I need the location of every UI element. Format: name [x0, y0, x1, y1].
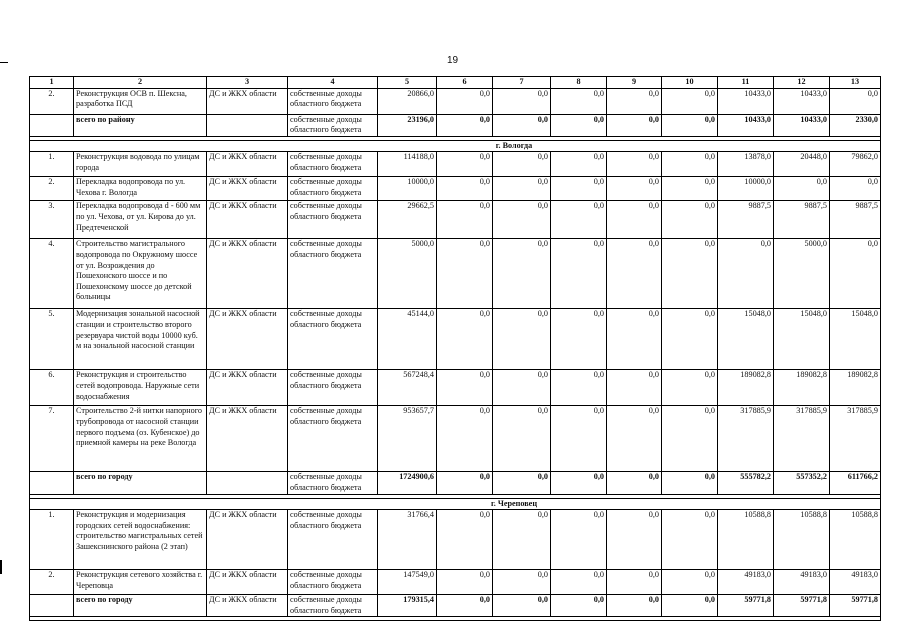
column-number-header: 3	[207, 77, 288, 89]
year-col-10: 0,0	[662, 472, 718, 494]
object-name: Реконструкция ОСВ п. Шексна, разработка ПСД	[74, 88, 207, 114]
year-col-10: 0,0	[662, 510, 718, 570]
year-col-12: 0,0	[774, 177, 830, 201]
funding-source: собственные доходы областного бюджета	[288, 370, 378, 406]
year-col-8: 0,0	[551, 406, 607, 472]
year-col-11: 9887,5	[718, 201, 774, 239]
funding-source: собственные доходы областного бюджета	[288, 152, 378, 177]
total-row	[30, 595, 881, 617]
year-col-7: 0,0	[493, 152, 551, 177]
year-col-12: 10433,0	[774, 88, 830, 114]
row-index: 2.	[30, 570, 74, 595]
year-col-9: 0,0	[607, 114, 662, 136]
row-index: 4.	[30, 239, 74, 309]
year-col-8: 0,0	[551, 472, 607, 494]
funding-source: собственные доходы областного бюджета	[288, 472, 378, 494]
funding-source: собственные доходы областного бюджета	[288, 595, 378, 617]
year-col-6: 0,0	[437, 88, 493, 114]
total-amount: 953657,7	[378, 406, 437, 472]
table-row	[30, 152, 881, 177]
year-col-8: 0,0	[551, 201, 607, 239]
year-col-13: 189082,8	[830, 370, 881, 406]
total-amount: 179315,4	[378, 595, 437, 617]
year-col-7: 0,0	[493, 510, 551, 570]
year-col-8: 0,0	[551, 152, 607, 177]
year-col-13: 317885,9	[830, 406, 881, 472]
row-index: 2.	[30, 88, 74, 114]
object-name: Реконструкция водовода по улицам города	[74, 152, 207, 177]
row-index	[30, 595, 74, 617]
year-col-6: 0,0	[437, 114, 493, 136]
year-col-12: 9887,5	[774, 201, 830, 239]
column-number-header: 13	[830, 77, 881, 89]
table-row	[30, 239, 881, 309]
section-header-row	[30, 140, 881, 152]
year-col-6: 0,0	[437, 177, 493, 201]
column-number-header: 5	[378, 77, 437, 89]
year-col-6: 0,0	[437, 472, 493, 494]
year-col-9: 0,0	[607, 406, 662, 472]
year-col-8: 0,0	[551, 88, 607, 114]
year-col-13: 10588,8	[830, 510, 881, 570]
table-row	[30, 201, 881, 239]
year-col-8: 0,0	[551, 239, 607, 309]
executor	[207, 472, 288, 494]
object-name: Реконструкция сетевого хозяйства г. Череповца	[74, 570, 207, 595]
year-col-9: 0,0	[607, 595, 662, 617]
year-col-9: 0,0	[607, 472, 662, 494]
funding-source: собственные доходы областного бюджета	[288, 309, 378, 370]
funding-source: собственные доходы областного бюджета	[288, 201, 378, 239]
year-col-7: 0,0	[493, 88, 551, 114]
spacer-row	[30, 617, 881, 621]
funding-source: собственные доходы областного бюджета	[288, 406, 378, 472]
total-amount: 114188,0	[378, 152, 437, 177]
year-col-13: 59771,8	[830, 595, 881, 617]
executor: ДС и ЖКХ области	[207, 309, 288, 370]
total-amount: 23196,0	[378, 114, 437, 136]
year-col-7: 0,0	[493, 114, 551, 136]
year-col-11: 0,0	[718, 239, 774, 309]
row-index: 1.	[30, 152, 74, 177]
row-index	[30, 472, 74, 494]
year-col-6: 0,0	[437, 510, 493, 570]
column-number-header: 8	[551, 77, 607, 89]
year-col-6: 0,0	[437, 309, 493, 370]
year-col-8: 0,0	[551, 370, 607, 406]
executor: ДС и ЖКХ области	[207, 88, 288, 114]
year-col-12: 317885,9	[774, 406, 830, 472]
total-amount: 31766,4	[378, 510, 437, 570]
total-amount: 567248,4	[378, 370, 437, 406]
year-col-10: 0,0	[662, 201, 718, 239]
section-title: г. Вологда	[30, 140, 881, 152]
year-col-8: 0,0	[551, 570, 607, 595]
year-col-11: 10433,0	[718, 88, 774, 114]
year-col-6: 0,0	[437, 406, 493, 472]
year-col-9: 0,0	[607, 370, 662, 406]
row-index: 5.	[30, 309, 74, 370]
year-col-9: 0,0	[607, 88, 662, 114]
year-col-9: 0,0	[607, 309, 662, 370]
year-col-9: 0,0	[607, 570, 662, 595]
year-col-13: 611766,2	[830, 472, 881, 494]
year-col-12: 189082,8	[774, 370, 830, 406]
object-name: всего по городу	[74, 472, 207, 494]
total-row	[30, 114, 881, 136]
year-col-9: 0,0	[607, 152, 662, 177]
object-name: Модернизация зональной насосной станции и строительство второго резервуара чистой воды 10000 куб. м на зональной насосной станции	[74, 309, 207, 370]
year-col-7: 0,0	[493, 177, 551, 201]
total-row	[30, 472, 881, 494]
object-name: Реконструкция и строительство сетей водопровода. Наружные сети водоснабжения	[74, 370, 207, 406]
year-col-7: 0,0	[493, 570, 551, 595]
year-col-6: 0,0	[437, 595, 493, 617]
section-header-row	[30, 498, 881, 510]
year-col-10: 0,0	[662, 152, 718, 177]
object-name: Строительство магистрального водопровода по Окружному шоссе от ул. Возрождения до Пошехонского шоссе и по Пошехонскому шоссе до детской больницы	[74, 239, 207, 309]
executor: ДС и ЖКХ области	[207, 201, 288, 239]
column-number-header: 4	[288, 77, 378, 89]
year-col-6: 0,0	[437, 239, 493, 309]
year-col-13: 0,0	[830, 177, 881, 201]
row-index	[30, 114, 74, 136]
total-amount: 10000,0	[378, 177, 437, 201]
total-amount: 5000,0	[378, 239, 437, 309]
executor: ДС и ЖКХ области	[207, 370, 288, 406]
year-col-6: 0,0	[437, 152, 493, 177]
year-col-13: 9887,5	[830, 201, 881, 239]
executor: ДС и ЖКХ области	[207, 595, 288, 617]
year-col-7: 0,0	[493, 370, 551, 406]
year-col-12: 59771,8	[774, 595, 830, 617]
year-col-11: 59771,8	[718, 595, 774, 617]
table-row	[30, 570, 881, 595]
year-col-8: 0,0	[551, 177, 607, 201]
total-amount: 147549,0	[378, 570, 437, 595]
year-col-7: 0,0	[493, 239, 551, 309]
table-row	[30, 309, 881, 370]
column-number-header: 9	[607, 77, 662, 89]
column-number-header: 1	[30, 77, 74, 89]
object-name: всего по району	[74, 114, 207, 136]
budget-table	[29, 76, 881, 621]
column-number-header: 11	[718, 77, 774, 89]
year-col-9: 0,0	[607, 201, 662, 239]
column-number-header: 2	[74, 77, 207, 89]
funding-source: собственные доходы областного бюджета	[288, 88, 378, 114]
column-number-header: 12	[774, 77, 830, 89]
page-number: 19	[446, 55, 459, 66]
year-col-10: 0,0	[662, 370, 718, 406]
year-col-9: 0,0	[607, 239, 662, 309]
year-col-7: 0,0	[493, 201, 551, 239]
year-col-7: 0,0	[493, 406, 551, 472]
year-col-7: 0,0	[493, 472, 551, 494]
year-col-8: 0,0	[551, 114, 607, 136]
executor: ДС и ЖКХ области	[207, 152, 288, 177]
object-name: Строительство 2-й нитки напорного трубопровода от насосной станции первого подъема (оз. Кубенское) до приемной камеры на реке Вологда	[74, 406, 207, 472]
year-col-9: 0,0	[607, 510, 662, 570]
year-col-8: 0,0	[551, 309, 607, 370]
year-col-13: 0,0	[830, 88, 881, 114]
year-col-12: 20448,0	[774, 152, 830, 177]
year-col-13: 15048,0	[830, 309, 881, 370]
year-col-11: 317885,9	[718, 406, 774, 472]
year-col-10: 0,0	[662, 114, 718, 136]
executor: ДС и ЖКХ области	[207, 239, 288, 309]
year-col-11: 49183,0	[718, 570, 774, 595]
year-col-11: 189082,8	[718, 370, 774, 406]
year-col-12: 49183,0	[774, 570, 830, 595]
year-col-8: 0,0	[551, 595, 607, 617]
year-col-7: 0,0	[493, 309, 551, 370]
year-col-10: 0,0	[662, 570, 718, 595]
left-edge-mark	[0, 560, 2, 574]
row-index: 6.	[30, 370, 74, 406]
year-col-10: 0,0	[662, 239, 718, 309]
table-row	[30, 88, 881, 114]
year-col-6: 0,0	[437, 570, 493, 595]
total-amount: 20866,0	[378, 88, 437, 114]
year-col-13: 49183,0	[830, 570, 881, 595]
year-col-13: 79862,0	[830, 152, 881, 177]
table-row	[30, 177, 881, 201]
year-col-11: 15048,0	[718, 309, 774, 370]
year-col-9: 0,0	[607, 177, 662, 201]
year-col-11: 10433,0	[718, 114, 774, 136]
executor: ДС и ЖКХ области	[207, 406, 288, 472]
left-edge-mark	[0, 62, 8, 63]
year-col-10: 0,0	[662, 88, 718, 114]
year-col-10: 0,0	[662, 309, 718, 370]
table-row	[30, 406, 881, 472]
executor: ДС и ЖКХ области	[207, 177, 288, 201]
executor: ДС и ЖКХ области	[207, 570, 288, 595]
object-name: всего по городу	[74, 595, 207, 617]
funding-source: собственные доходы областного бюджета	[288, 239, 378, 309]
year-col-12: 5000,0	[774, 239, 830, 309]
year-col-10: 0,0	[662, 177, 718, 201]
year-col-11: 10588,8	[718, 510, 774, 570]
object-name: Перекладка водопровода по ул. Чехова г. Вологда	[74, 177, 207, 201]
executor: ДС и ЖКХ области	[207, 510, 288, 570]
year-col-10: 0,0	[662, 406, 718, 472]
year-col-12: 15048,0	[774, 309, 830, 370]
header-row	[30, 77, 881, 89]
year-col-12: 10588,8	[774, 510, 830, 570]
year-col-13: 0,0	[830, 239, 881, 309]
table-row	[30, 510, 881, 570]
row-index: 7.	[30, 406, 74, 472]
year-col-12: 10433,0	[774, 114, 830, 136]
year-col-11: 10000,0	[718, 177, 774, 201]
year-col-6: 0,0	[437, 370, 493, 406]
executor	[207, 114, 288, 136]
funding-source: собственные доходы областного бюджета	[288, 114, 378, 136]
year-col-13: 2330,0	[830, 114, 881, 136]
column-number-header: 10	[662, 77, 718, 89]
column-number-header: 6	[437, 77, 493, 89]
row-index: 1.	[30, 510, 74, 570]
row-index: 3.	[30, 201, 74, 239]
year-col-12: 557352,2	[774, 472, 830, 494]
funding-source: собственные доходы областного бюджета	[288, 570, 378, 595]
section-title: г. Череповец	[30, 498, 881, 510]
total-amount: 45144,0	[378, 309, 437, 370]
year-col-11: 555782,2	[718, 472, 774, 494]
table-row	[30, 370, 881, 406]
spacer-cell	[30, 617, 881, 621]
column-number-header: 7	[493, 77, 551, 89]
year-col-10: 0,0	[662, 595, 718, 617]
year-col-7: 0,0	[493, 595, 551, 617]
year-col-6: 0,0	[437, 201, 493, 239]
year-col-11: 13878,0	[718, 152, 774, 177]
funding-source: собственные доходы областного бюджета	[288, 510, 378, 570]
funding-source: собственные доходы областного бюджета	[288, 177, 378, 201]
row-index: 2.	[30, 177, 74, 201]
year-col-8: 0,0	[551, 510, 607, 570]
total-amount: 29662,5	[378, 201, 437, 239]
total-amount: 1724900,6	[378, 472, 437, 494]
object-name: Реконструкция и модернизация городских сетей водоснабжения: строительство магистральных сетей Зашекснинского района (2 этап)	[74, 510, 207, 570]
object-name: Перекладка водопровода d - 600 мм по ул. Чехова, от ул. Кирова до ул. Предтеченской	[74, 201, 207, 239]
